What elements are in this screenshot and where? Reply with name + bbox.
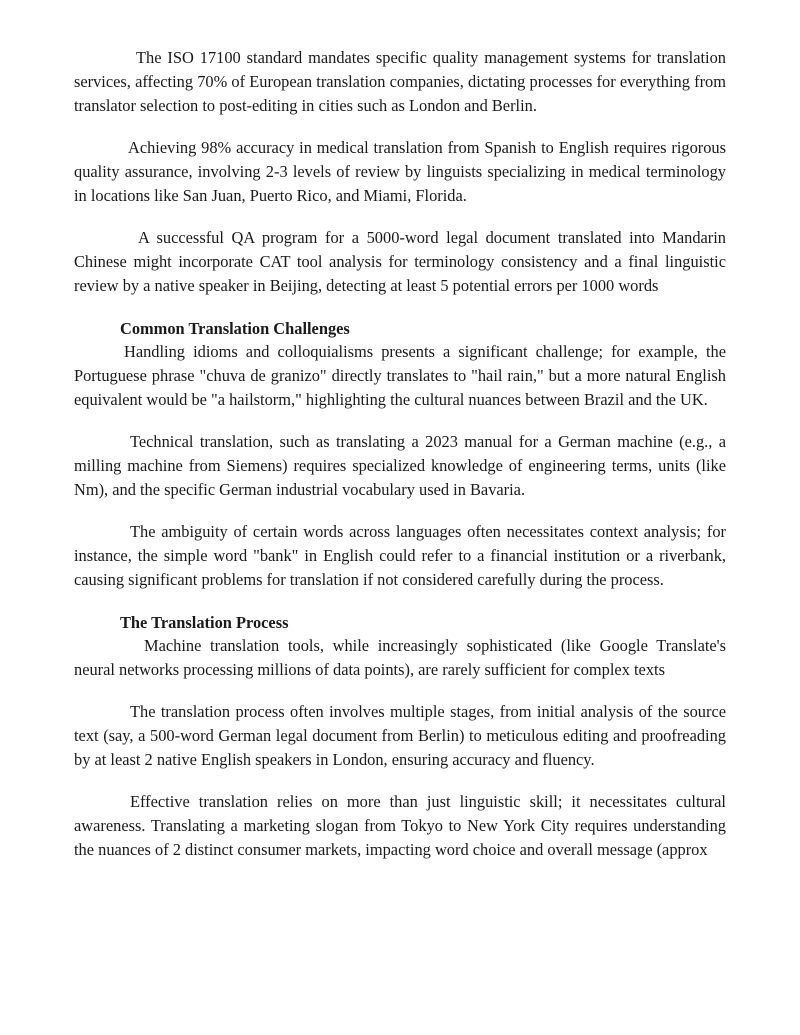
paragraph-iso-17100: The ISO 17100 standard mandates specific quality management systems for translation services, affecting 70% of European translation companies, dictating processes for everything from translator selection to post-editing in cities such as London and Berlin. xyxy=(74,48,726,115)
document-page xyxy=(74,46,726,862)
paragraph-idioms: Handling idioms and colloquialisms presents a significant challenge; for example, the Portuguese phrase "chuva de granizo" directly translates to "hail rain," but a more natural English equivalent would be "a hailstorm," highlighting the cultural nuances between Brazil and the UK. xyxy=(74,342,726,409)
paragraph-machine-translation: Machine translation tools, while increasingly sophisticated (like Google Translate's neural networks processing millions of data points), are rarely sufficient for complex texts xyxy=(74,636,726,679)
paragraph-ambiguity: The ambiguity of certain words across languages often necessitates context analysis; for instance, the simple word "bank" in English could refer to a financial institution or a riverbank, causing significant problems for translation if not considered carefully during the process. xyxy=(74,522,726,589)
paragraph-medical-accuracy: Achieving 98% accuracy in medical translation from Spanish to English requires rigorous quality assurance, involving 2-3 levels of review by linguists specializing in medical terminology in locations like San Juan, Puerto Rico, and Miami, Florida. xyxy=(74,138,726,205)
paragraph-cultural-awareness: Effective translation relies on more than just linguistic skill; it necessitates cultural awareness. Translating a marketing slogan from Tokyo to New York City requires understanding the nuances of 2 distinct consumer markets, impacting word choice and overall message (approx xyxy=(74,792,726,859)
paragraph-translation-stages: The translation process often involves multiple stages, from initial analysis of the source text (say, a 500-word German legal document from Berlin) to meticulous editing and proofreading by at least 2 native English speakers in London, ensuring accuracy and fluency. xyxy=(74,702,726,769)
section-heading-process: The Translation Process xyxy=(120,613,289,632)
paragraph-qa-program: A successful QA program for a 5000-word legal document translated into Mandarin Chinese might incorporate CAT tool analysis for terminology consistency and a final linguistic review by a native speaker in Beijing, detecting at least 5 potential errors per 1000 words xyxy=(74,228,726,295)
paragraph-technical-translation: Technical translation, such as translating a 2023 manual for a German machine (e.g., a milling machine from Siemens) requires specialized knowledge of engineering terms, units (like Nm), and the specific German industrial vocabulary used in Bavaria. xyxy=(74,432,726,499)
section-heading-challenges: Common Translation Challenges xyxy=(120,319,350,338)
